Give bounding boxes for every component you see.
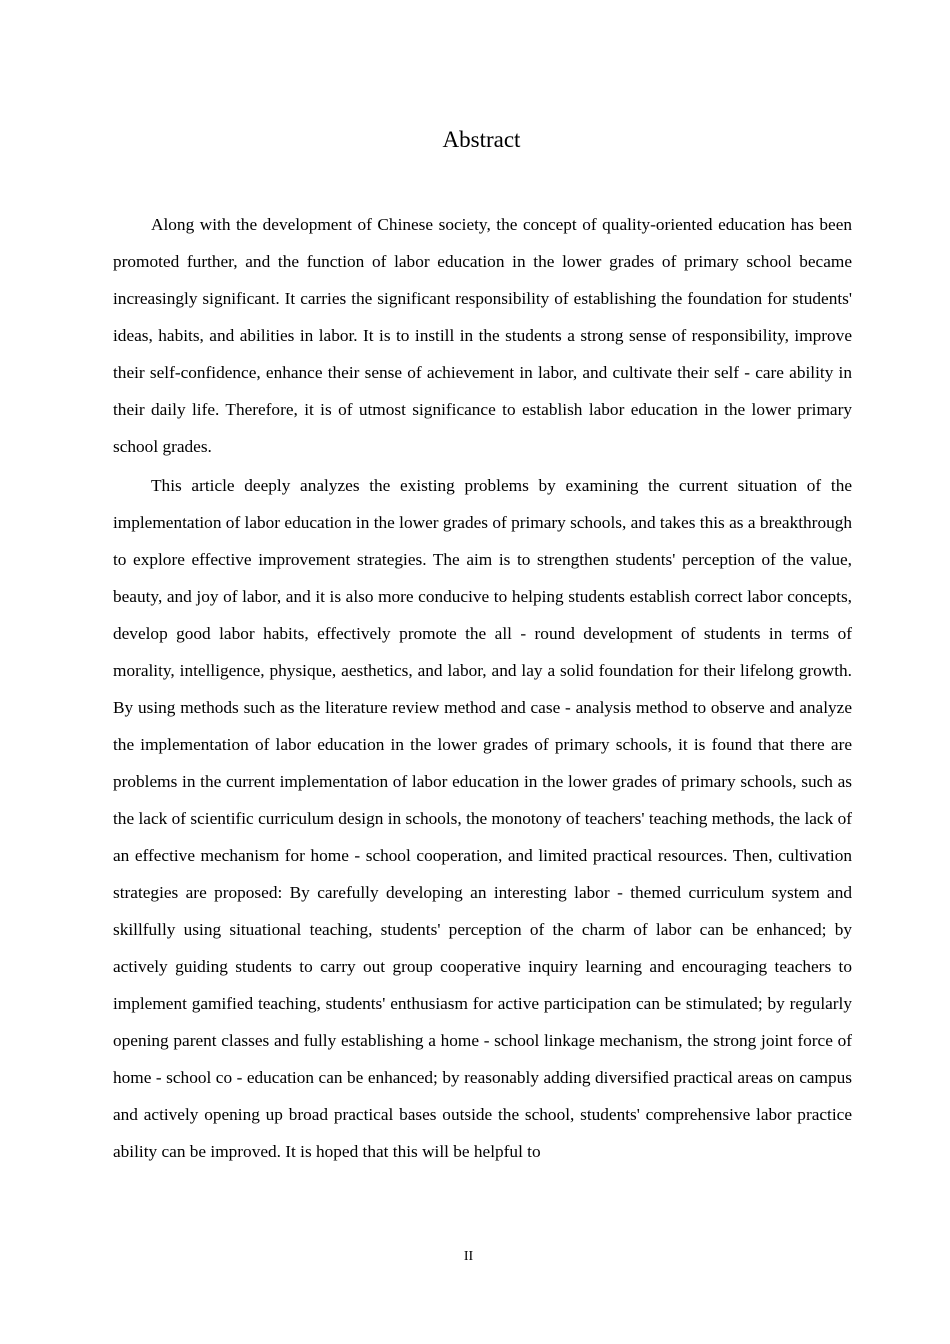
page-number: II <box>463 1249 474 1264</box>
abstract-title: Abstract <box>442 127 521 152</box>
abstract-paragraph-2: This article deeply analyzes the existing problems by examining the current situation of the implementation of labor education in the lower grades of primary schools, and takes this as a breakthrough to explore effective improvement strategies. The aim is to strengthen students' perception of the value, beauty, and joy of labor, and it is also more conducive to helping students establish correct labor concepts, develop good labor habits, effectively promote the all - round development of students in terms of morality, intelligence, physique, aesthetics, and labor, and lay a solid foundation for their lifelong growth. By using methods such as the literature review method and case - analysis method to observe and analyze the implementation of labor education in the lower grades of primary schools, it is found that there are problems in the current implementation of labor education in the lower grades of primary schools, such as the lack of scientific curriculum design in schools, the monotony of teachers' teaching methods, the lack of an effective mechanism for home - school cooperation, and limited practical resources. Then, cultivation strategies are proposed: By carefully developing an interesting labor - themed curriculum system and skillfully using situational teaching, students' perception of the charm of labor can be enhanced; by actively guiding students to carry out group cooperative inquiry learning and encouraging teachers to implement gamified teaching, students' enthusiasm for active participation can be stimulated; by regularly opening parent classes and fully establishing a home - school linkage mechanism, the strong joint force of home - school co - education can be enhanced; by reasonably adding diversified practical areas on campus and actively opening up broad practical bases outside the school, students' comprehensive labor practice ability can be improved. It is hoped that this will be helpful to <box>113 476 852 1161</box>
abstract-body <box>113 206 852 1170</box>
abstract-paragraph-1: Along with the development of Chinese society, the concept of quality-oriented education has been promoted further, and the function of labor education in the lower grades of primary school became increasingly significant. It carries the significant responsibility of establishing the foundation for students' ideas, habits, and abilities in labor. It is to instill in the students a strong sense of responsibility, improve their self-confidence, enhance their sense of achievement in labor, and cultivate their self - care ability in their daily life. Therefore, it is of utmost significance to establish labor education in the lower primary school grades. <box>113 215 852 456</box>
